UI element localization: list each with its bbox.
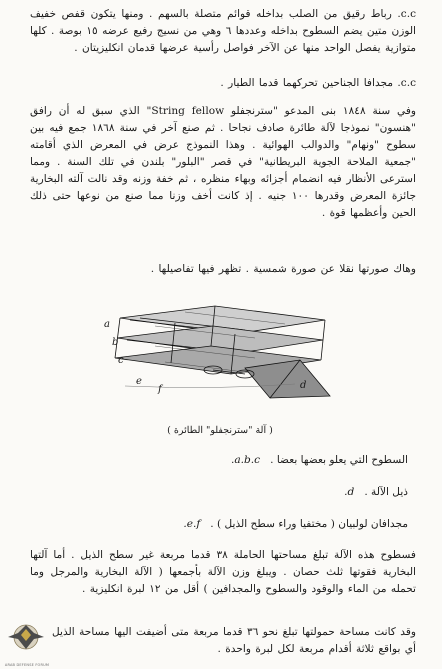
forum-logo-watermark [4,619,48,663]
figure-label-c: c [118,355,124,366]
legend-text: مجدافان لولبيان ( مختفيا وراء سطح الذيل ) . [210,518,408,530]
legend-key: a.b.c. [230,454,261,466]
legend-entry-d [344,486,408,498]
figure-label-a: a [104,319,110,330]
paragraph-load-area: وقد كانت مساحة حمولتها تبلغ نحو ٣٦ قدما مربعة متى أضيفت اليها مساحة الذيل أي بواقع ثلاثة أقدام مربعة لكل لبرة واحدة . [52,626,417,655]
figure-label-d: d [300,380,307,391]
paragraph-stringfellow-history: وفي سنة ١٨٤٨ بنى المدعو "سترنجفلو String fellow" الذي سبق له أن رافق "هنسون" نموذجا لآلة طائرة صادف نجاحا . ثم صنع آخر في سنة ١٨٦٨ جمع فيه بين سطوح "ونهام" والدوالب الهوائية . وهذا النموذج عرض في المعرض الذي أقامته "جمعية الملاحة الجوية البريطانية" في قصر "البلور" بلندن في تلك السنة . ومما استرعى الأنظار فيه انضمام أجزائه وبهاء منظره ، ثم خفة وزنه وقد نالت آلته البخارية جائزة المعرض وقدرها ١٠٠ جنيه . إذ كانت أخف وزنا مما صنع من نوعها حتى ذلك الحين وأعظمها قوة . [30,105,417,219]
paragraph-specifications: فسطوح هذه الآلة تبلغ مساحتها الحاملة ٣٨ قدما مربعة غير سطح الذيل . أما آلتها البخارية فقوتها ثلث حصان . ويبلغ وزن الآلة بأجمعها ( الآلة البخارية والمرجل وما تحمله من الماء والوقود والسطوح والمجدافين ) أقل من ١٢ لبرة انكليزية . [30,549,416,595]
figure-label-e: e [136,376,142,387]
legend-key: d. [344,486,355,498]
legend-text: ذيل الآلة . [364,486,408,498]
paragraph-structure-description: c.c. رباط رقيق من الصلب بداخله قوائم متصلة بالسهم . ومنها يتكون قفص خفيف الوزن متين يضم السطوح بداخله وعددها ٦ وهي من نسيج رفيع عرضه ١٥ بوصة . كلها متوازية يفصل الواحد منها عن الآخر فواصل رأسية عرضها قدمان انكليزيتان . [30,8,416,54]
legend-entry-ef [183,518,408,530]
paragraph-photo-intro: وهاك صورتها نقلا عن صورة شمسية . تظهر فيها تفاصيلها . [150,263,416,275]
legend-text: السطوح التي يعلو بعضها بعضا . [270,454,408,466]
legend-entry-abc [231,454,408,466]
paragraph-oars: c.c. مجدافا الجناحين تحركهما قدما الطيار . [220,77,416,89]
stringfellow-aircraft-illustration [95,298,345,413]
figure-caption: ( آلة "سترنجفلو" الطائرة ) [167,425,273,436]
figure-label-b: b [112,337,119,348]
watermark-text: ARAB DEFENSE FORUM [4,663,50,667]
figure-label-f: f [158,384,162,395]
legend-key: e.f. [183,518,201,530]
